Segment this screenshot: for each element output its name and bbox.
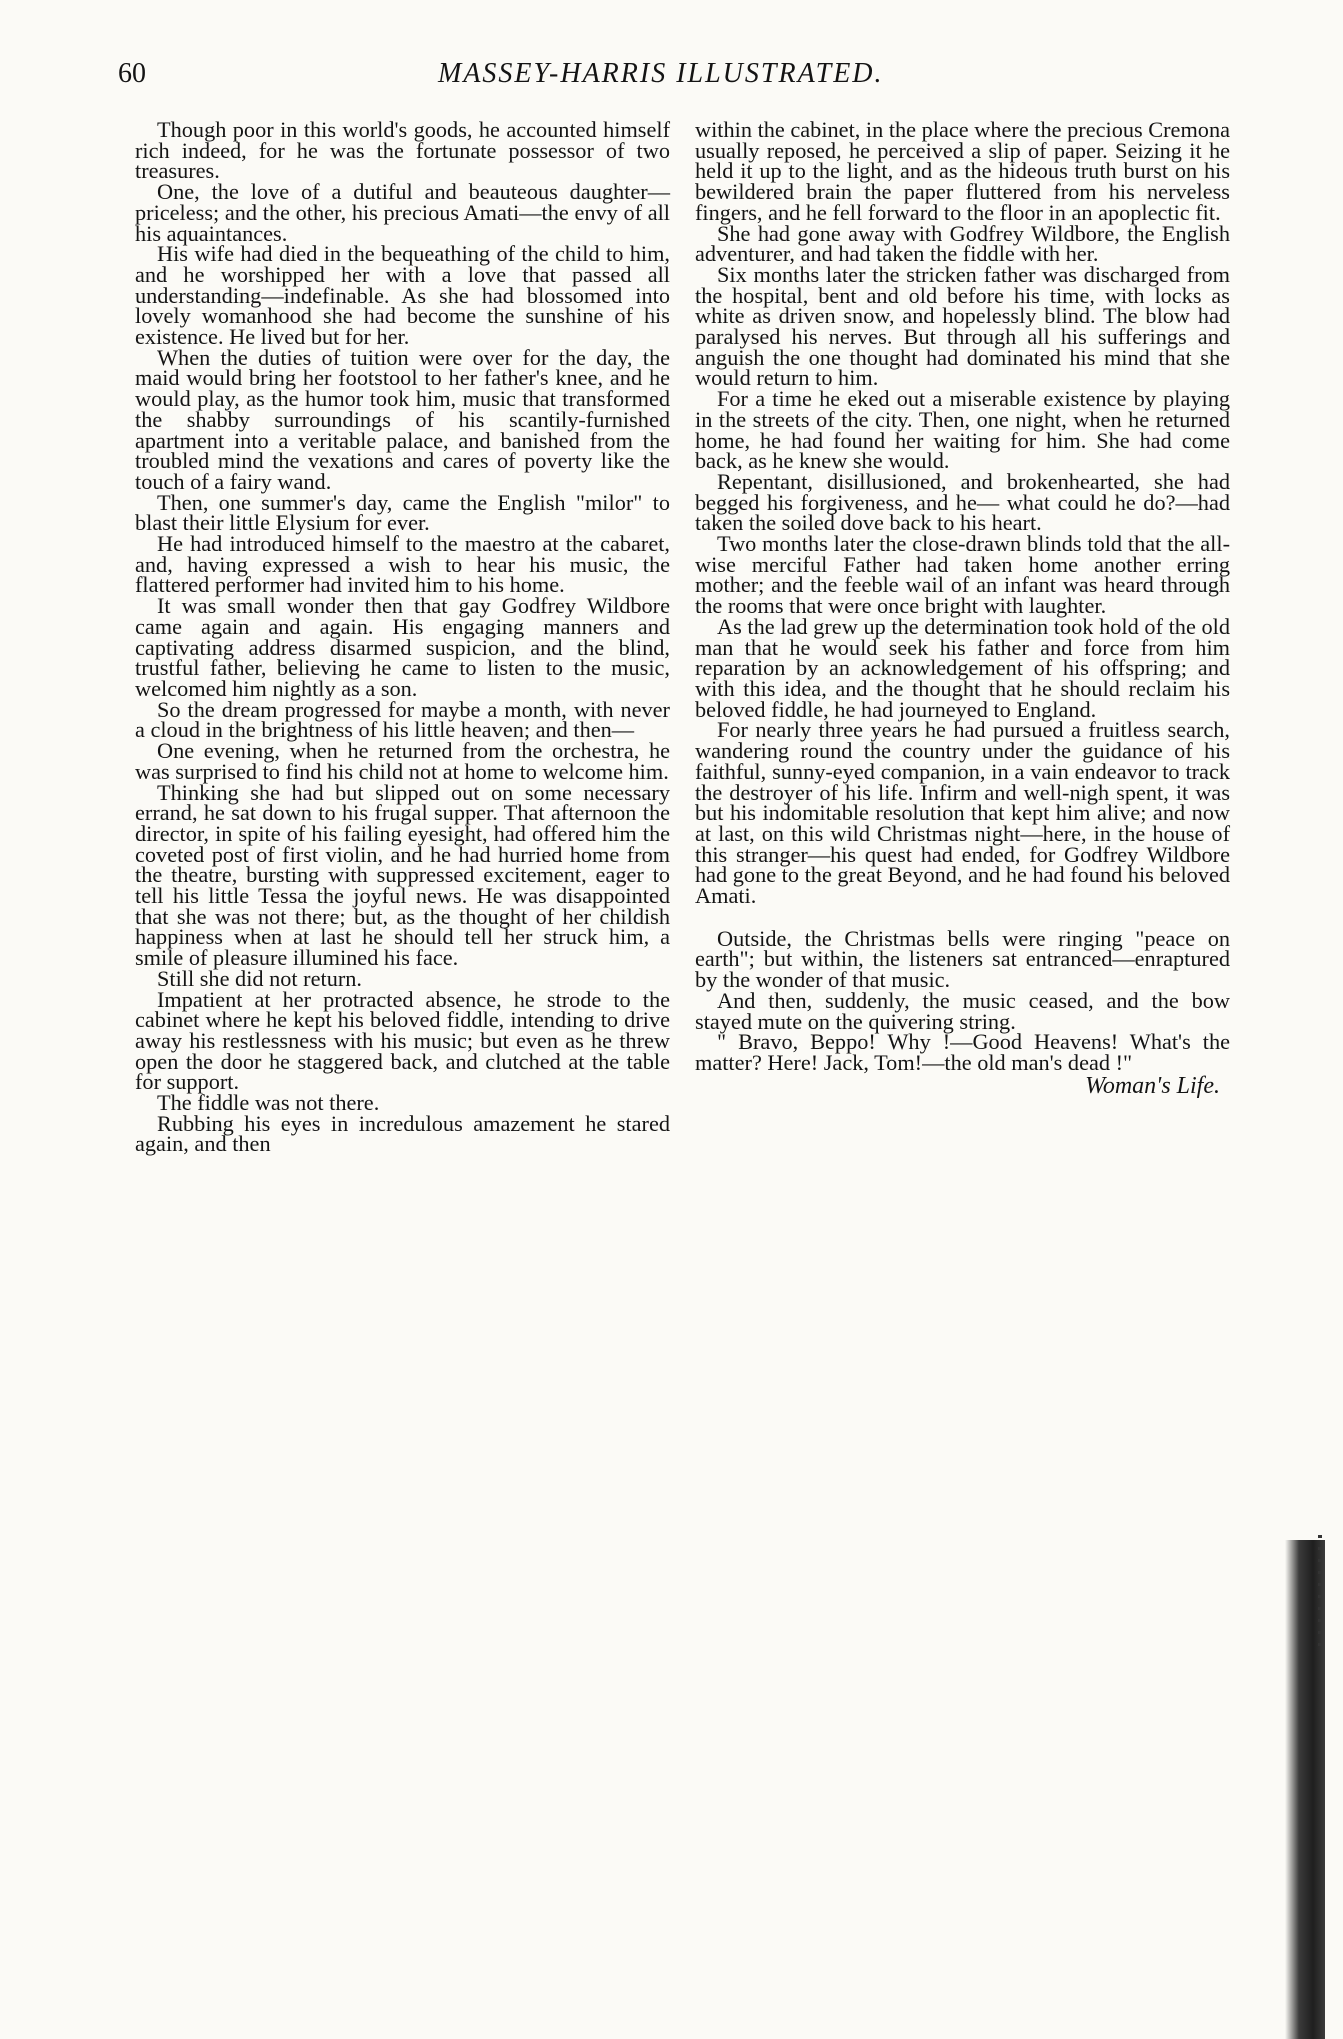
source-credit: Woman's Life.	[1085, 1072, 1220, 1099]
paragraph: within the cabinet, in the place where the precious Cremona usually reposed, he perceived a slip of paper. Seizing it he held it up to the light, and as the hideous truth burst on his bewildered brain the paper fluttered from his nerveless fingers, and he fell forward to the floor in an apoplectic fit.	[695, 117, 1230, 225]
right-column	[695, 117, 1230, 1099]
page-header	[118, 50, 1218, 98]
paragraph: The fiddle was not there.	[157, 1090, 380, 1116]
paragraph: When the duties of tuition were over for the day, the maid would bring her footstool to her father's knee, and he would play, as the humor took him, music that transformed the shabby surroundings of his scantily-furnished apartment into a veritable palace, and banished from the troubled mind the vexations and cares of poverty like the touch of a fairy wand.	[135, 344, 670, 494]
paragraph: She had gone away with Godfrey Wildbore, the English adventurer, and had taken the fiddle with her.	[695, 220, 1230, 267]
paragraph: So the dream progressed for maybe a month, with never a cloud in the brightness of his little heaven; and then—	[135, 696, 670, 743]
paragraph: Still she did not return.	[157, 965, 362, 991]
paragraph: It was small wonder then that gay Godfrey Wildbore came again and again. His engaging manners and captivating address disarmed suspicion, and the blind, trustful father, believing he came to listen to the music, welcomed him nightly as a son.	[135, 593, 670, 701]
paragraph: Repentant, disillusioned, and brokenhearted, she had begged his forgiveness, and he— what could he do?—had taken the soiled dove back to his heart.	[695, 468, 1230, 536]
paragraph: Two months later the close-drawn blinds told that the all-wise merciful Father had taken home another erring mother; and the feeble wail of an infant was heard through the rooms that were once bright with laughter.	[695, 531, 1230, 619]
paragraph: His wife had died in the bequeathing of the child to him, and he worshipped her with a love that passed all understanding—indefinable. As she had blossomed into lovely womanhood she had become the sunshine of his existence. He lived but for her.	[135, 241, 670, 350]
paragraph: For a time he eked out a miserable existence by playing in the streets of the city. Then, one night, when he returned home, he had found her waiting for him. She had come back, as he knew she would.	[695, 386, 1230, 474]
paragraph: And then, suddenly, the music ceased, and the bow stayed mute on the quivering string.	[695, 987, 1230, 1034]
paragraph: Thinking she had but slipped out on some necessary errand, he sat down to his frugal supper. That afternoon the director, in spite of his failing eyesight, had offered him the coveted post of first violin, and he had hurried home from the theatre, bursting with suppressed excitement, eager to tell his little Tessa the joyful news. He was disappointed that she was not there; but, as the thought of her childish happiness when at last he should tell her struck him, a smile of pleasure illumined his face.	[135, 779, 670, 971]
paragraph: Though poor in this world's goods, he accounted himself rich indeed, for he was the fortunate possessor of two treasures.	[135, 117, 670, 184]
paragraph: One evening, when he returned from the orchestra, he was surprised to find his child not at home to welcome him.	[135, 738, 670, 784]
paragraph: Rubbing his eyes in incredulous amazement he stared again, and then	[135, 1110, 670, 1157]
paragraph: For nearly three years he had pursued a fruitless search, wandering round the country under the guidance of his faithful, sunny-eyed companion, in a vain endeavor to track the destroyer of his life. Infirm and well-nigh spent, it was but his indomitable resolution that kept him alive; and now at last, on this wild Christmas night—here, in the house of this stranger—his quest had ended, for Godfrey Wildbore had gone to the great Beyond, and he had found his beloved Amati.	[695, 717, 1230, 909]
paragraph: As the lad grew up the determination took hold of the old man that he would seek his father and force from him reparation by an acknowledgement of his offspring; and with this idea, and the thought that he should reclaim his beloved fiddle, he had journeyed to England.	[695, 613, 1230, 722]
page-number: 60	[118, 58, 146, 89]
paragraph: Impatient at her protracted absence, he strode to the cabinet where he kept his beloved fiddle, intending to drive away his restlessness with his music; but even as he threw open the door he staggered back, and clutched at the table for support.	[135, 986, 670, 1095]
paragraph: One, the love of a dutiful and beauteous daughter—priceless; and the other, his precious Amati—the envy of all his aquaintances.	[135, 179, 670, 246]
paragraph: Six months later the stricken father was discharged from the hospital, bent and old before his time, with locks as white as driven snow, and hopelessly blind. The blow had paralysed his nerves. But through all his sufferings and anguish the one thought had dominated his mind that she would return to him.	[695, 261, 1230, 391]
paragraph: Then, one summer's day, came the English "milor" to blast their little Elysium for ever.	[135, 489, 670, 536]
paragraph: He had introduced himself to the maestro at the cabaret, and, having expressed a wish to hear his music, the flattered performer had invited him to his home.	[135, 531, 670, 598]
paragraph: Outside, the Christmas bells were ringing "peace on earth"; but within, the listeners sat entranced—enraptured by the wonder of that music.	[695, 925, 1230, 993]
left-column	[135, 117, 670, 1157]
page-edge-marks	[1318, 1535, 1322, 1655]
paragraph: " Bravo, Beppo! Why !—Good Heavens! What's the matter? Here! Jack, Tom!—the old man's dead !"	[695, 1029, 1230, 1075]
running-head: MASSEY-HARRIS ILLUSTRATED.	[438, 58, 884, 89]
